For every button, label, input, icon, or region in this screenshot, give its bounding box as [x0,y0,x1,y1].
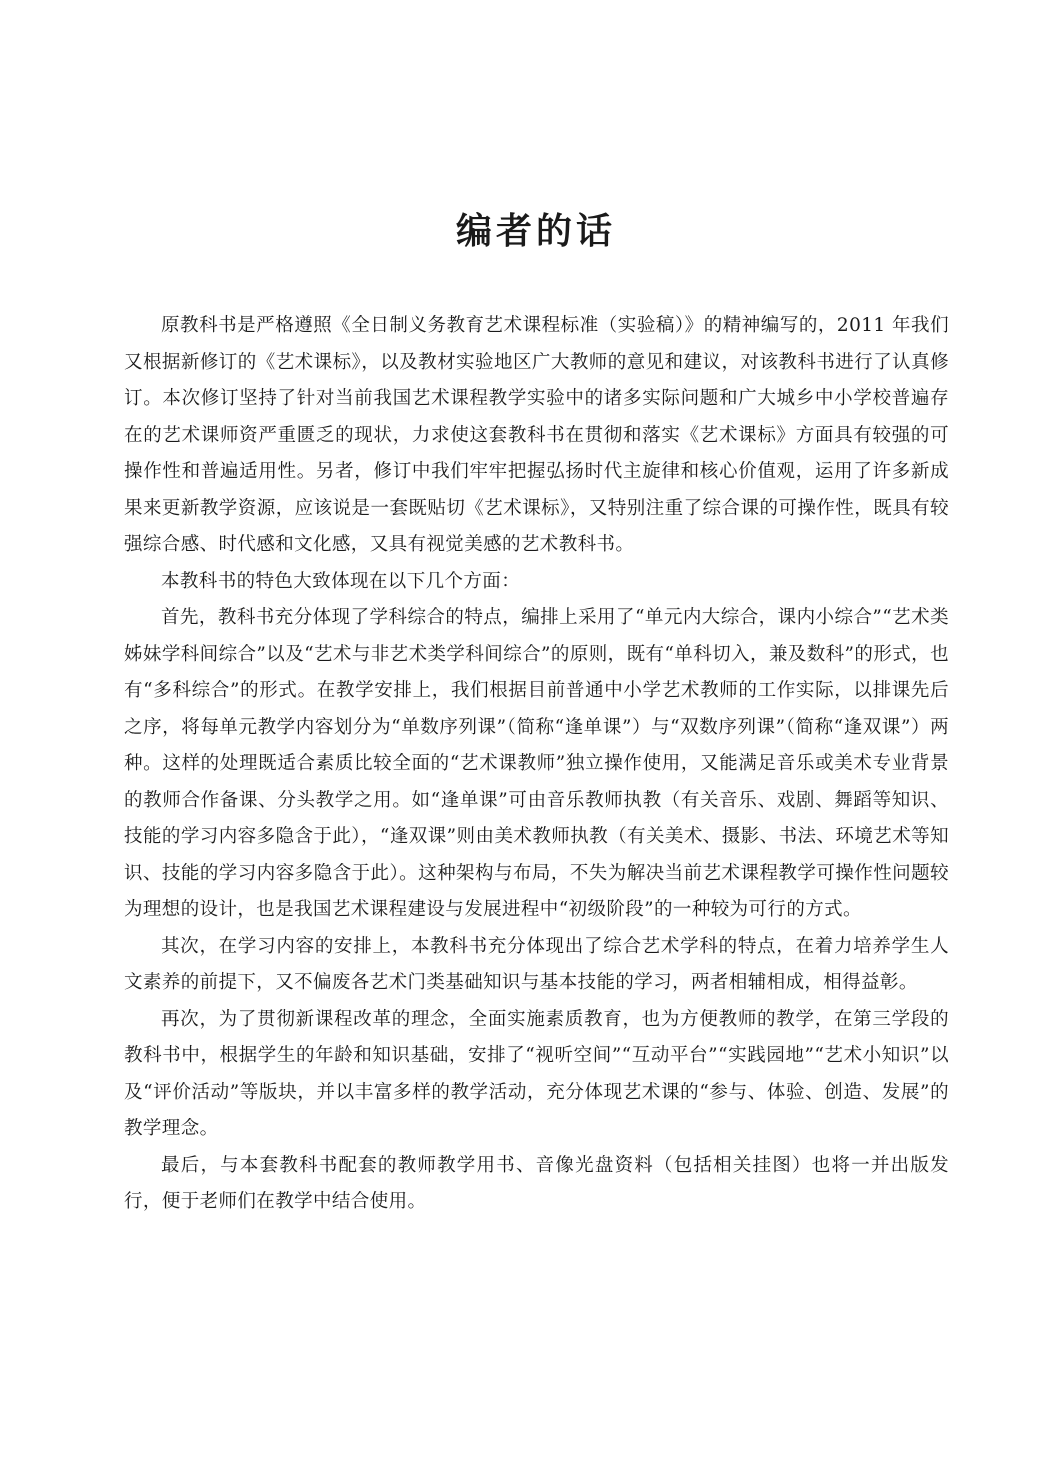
paragraph-6: 最后，与本套教科书配套的教师教学用书、音像光盘资料（包括相关挂图）也将一并出版发行，便于老师们在教学中结合使用。 [124,1154,949,1212]
paragraph-5: 再次，为了贯彻新课程改革的理念，全面实施素质教育，也为方便教师的教学，在第三学段的教科书中，根据学生的年龄和知识基础，安排了“视听空间”“互动平台”“实践园地”“艺术小知识”以及“评价活动”等版块，并以丰富多样的教学活动，充分体现艺术课的“参与、体验、创造、发展”的教学理念。 [124,1008,949,1139]
paragraph-3: 首先，教科书充分体现了学科综合的特点，编排上采用了“单元内大综合，课内小综合”“艺术类姊妹学科间综合”以及“艺术与非艺术类学科间综合”的原则，既有“单科切入，兼及数科”的形式，也有“多科综合”的形式。在教学安排上，我们根据目前普通中小学艺术教师的工作实际，以排课先后之序，将每单元教学内容划分为“单数序列课”（简称“逢单课”）与“双数序列课”（简称“逢双课”）两种。这样的处理既适合素质比较全面的“艺术课教师”独立操作使用，又能满足音乐或美术专业背景的教师合作备课、分头教学之用。如“逢单课”可由音乐教师执教（有关音乐、戏剧、舞蹈等知识、技能的学习内容多隐含于此），“逢双课”则由美术教师执教（有关美术、摄影、书法、环境艺术等知识、技能的学习内容多隐含于此）。这种架构与布局，不失为解决当前艺术课程教学可操作性问题较为理想的设计，也是我国艺术课程建设与发展进程中“初级阶段”的一种较为可行的方式。 [124,607,949,920]
paragraph-1: 原教科书是严格遵照《全日制义务教育艺术课程标准（实验稿）》的精神编写的，2011 年我们又根据新修订的《艺术课标》，以及教材实验地区广大教师的意见和建议，对该教科书进行了认真修订。本次修订坚持了针对当前我国艺术课程教学实验中的诸多实际问题和广大城乡中小学校普遍存在的艺术课师资严重匮乏的现状，力求使这套教科书在贯彻和落实《艺术课标》方面具有较强的可操作性和普遍适用性。另者，修订中我们牢牢把握弘扬时代主旋律和核心价值观，运用了许多新成果来更新教学资源，应该说是一套既贴切《艺术课标》，又特别注重了综合课的可操作性，既具有较强综合感、时代感和文化感，又具有视觉美感的艺术教科书。 [124,315,949,555]
paragraph-2: 本教科书的特色大致体现在以下几个方面： [161,570,521,592]
body-text [124,308,949,1221]
paragraph-4: 其次，在学习内容的安排上，本教科书充分体现出了综合艺术学科的特点，在着力培养学生人文素养的前提下，又不偏废各艺术门类基础知识与基本技能的学习，两者相辅相成，相得益彰。 [124,935,949,993]
page-title: 编者的话 [455,211,616,252]
